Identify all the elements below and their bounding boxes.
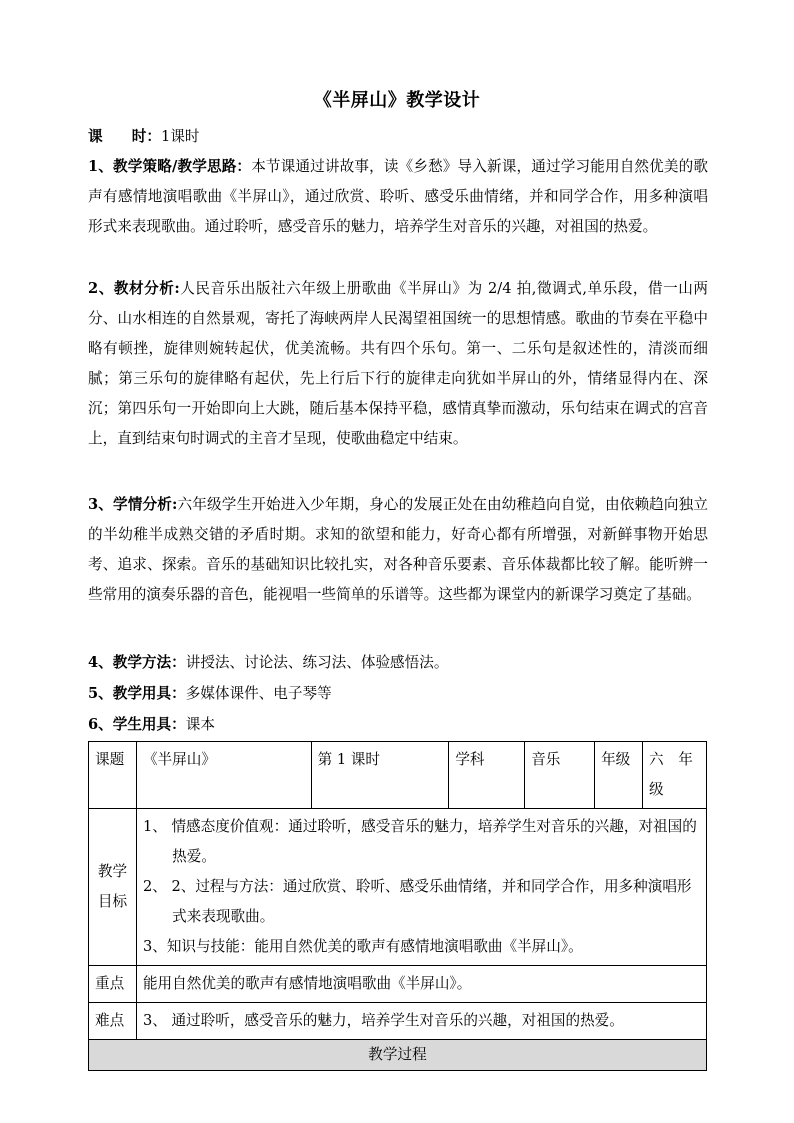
goal-item: 2、 2、过程与方法：通过欣赏、聆听、感受乐曲情绪，并和同学合作，用多种演唱形式来表现歌曲。	[142, 878, 692, 925]
table-header-row	[89, 742, 707, 809]
key-point-label: 重点	[89, 966, 137, 1003]
document-title: 《半屏山》教学设计	[313, 90, 481, 111]
goal-item: 3、知识与技能：能用自然优美的歌声有感情地演唱歌曲《半屏山》。	[142, 938, 583, 955]
topic-value: 《半屏山》	[136, 742, 311, 809]
key-point-row	[89, 966, 707, 1003]
lesson-plan-table	[88, 741, 707, 1071]
goals-content	[136, 809, 706, 966]
section-strategy-label: 1、教学策略/教学思路：	[88, 158, 252, 175]
goals-label: 教学目标	[89, 809, 137, 966]
section-teaching-tools	[88, 679, 708, 709]
section-teaching-tools-label: 5、教学用具：	[88, 685, 186, 702]
section-student-analysis-text: 六年级学生开始进入少年期，身心的发展正处在由幼稚趋向自觉，由依赖趋向独立的半幼稚半成熟交错的矛盾时期。求知的欲望和能力，好奇心都有所增强，对新鲜事物开始思考、追求、探索。音乐的基础知识比较扎实，对各种音乐要素、音乐体裁都比较了解。能听辨一些常用的演奏乐器的音色，能视唱一些简单的乐谱等。这些都为课堂内的新课学习奠定了基础。	[88, 496, 708, 603]
section-material-analysis	[88, 274, 708, 454]
section-teaching-method	[88, 648, 708, 678]
goal-item: 1、 情感态度价值观：通过聆听，感受音乐的魅力，培养学生对音乐的兴趣，对祖国的热爱。	[142, 818, 697, 865]
key-point-value: 能用自然优美的歌声有感情地演唱歌曲《半屏山》。	[136, 966, 706, 1003]
section-strategy-text: 本节课通过讲故事，读《乡愁》导入新课，通过学习能用自然优美的歌声有感情地演唱歌曲《半屏山》，通过欣赏、聆听、感受乐曲情绪，并和同学合作，用多种演唱形式来表现歌曲。通过聆听，感受音乐的魅力，培养学生对音乐的兴趣，对祖国的热爱。	[88, 158, 708, 235]
section-material-analysis-label: 2、教材分析:	[88, 280, 180, 297]
process-header: 教学过程	[89, 1040, 707, 1071]
difficulty-label: 难点	[89, 1003, 137, 1040]
section-teaching-method-label: 4、教学方法：	[88, 654, 186, 671]
goals-row	[89, 809, 707, 966]
section-student-tools-text: 课本	[185, 716, 215, 733]
section-student-tools-label: 6、学生用具：	[88, 716, 186, 733]
subject-value: 音乐	[525, 742, 595, 809]
section-teaching-tools-text: 多媒体课件、电子琴等	[185, 685, 332, 702]
lesson-period-value: 1课时	[160, 128, 200, 145]
difficulty-value: 3、 通过聆听，感受音乐的魅力，培养学生对音乐的兴趣，对祖国的热爱。	[136, 1003, 706, 1040]
section-material-analysis-text: 人民音乐出版社六年级上册歌曲《半屏山》为 2/4 拍,徵调式,单乐段，借一山两分、山水相连的自然景观，寄托了海峡两岸人民渴望祖国统一的思想情感。歌曲的节奏在平稳中略有顿挫，旋律则婉转起伏，优美流畅。共有四个乐句。第一、二乐句是叙述性的，清淡而细腻；第三乐句的旋律略有起伏，先上行后下行的旋律走向犹如半屏山的外，情绪显得内在、深沉；第四乐句一开始即向上大跳，随后基本保持平稳，感情真挚而激动，乐句结束在调式的宫音上，直到结束句时调式的主音才呈现，使歌曲稳定中结束。	[88, 280, 708, 447]
section-teaching-method-text: 讲授法、讨论法、练习法、体验感悟法。	[185, 654, 449, 671]
lesson-period-label: 课 时：	[88, 128, 161, 145]
section-student-analysis-label: 3、学情分析:	[88, 496, 178, 513]
section-strategy	[88, 152, 708, 242]
grade-value: 六 年级	[643, 742, 707, 809]
section-student-analysis	[88, 490, 708, 610]
difficulty-row	[89, 1003, 707, 1040]
process-row	[89, 1040, 707, 1071]
lesson-period	[88, 122, 199, 152]
period-value: 第 1 课时	[311, 742, 449, 809]
grade-label: 年级	[595, 742, 643, 809]
topic-label: 课题	[89, 742, 137, 809]
subject-label: 学科	[449, 742, 525, 809]
section-student-tools	[88, 710, 708, 740]
